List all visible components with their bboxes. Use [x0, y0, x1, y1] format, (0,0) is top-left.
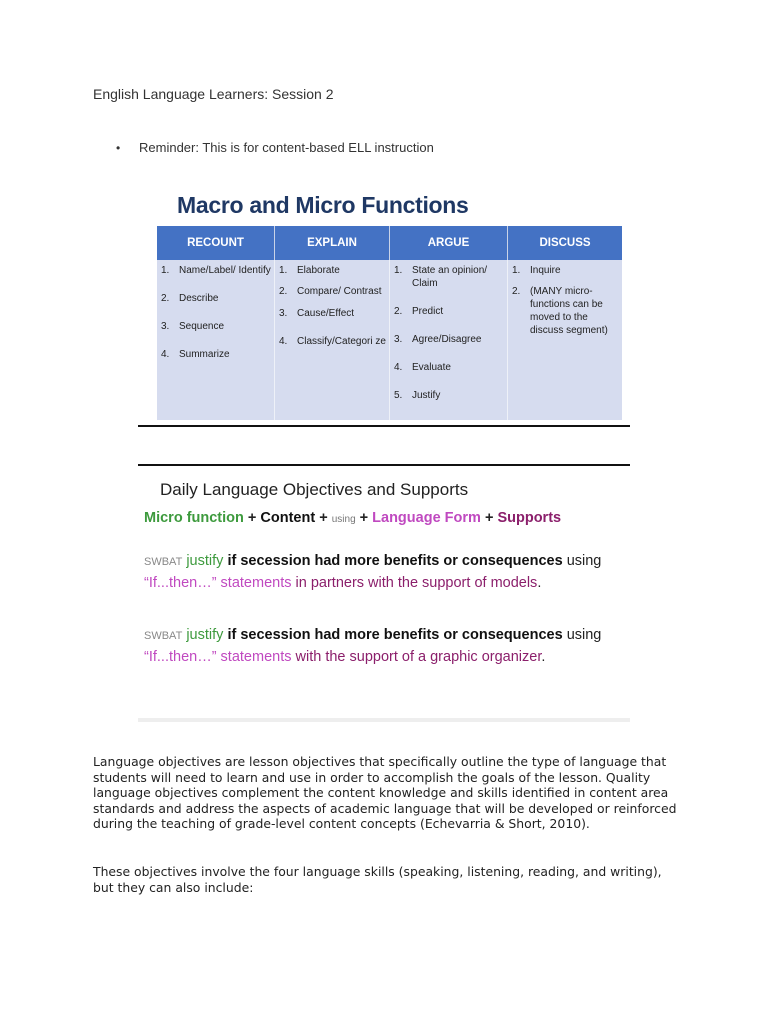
macro-micro-functions-slide [150, 168, 630, 424]
slide-title: Daily Language Objectives and Supports [160, 480, 469, 499]
list-item [279, 307, 387, 320]
slide-title: Macro and Micro Functions [177, 192, 469, 218]
objective-form: “If...then…” statements [144, 649, 292, 665]
objective-using: using [566, 627, 602, 643]
item-number: 1. [279, 265, 288, 276]
item-text: Cause/Effect [297, 308, 355, 319]
item-number: 3. [161, 321, 170, 332]
objective-end: . [537, 575, 542, 591]
item-number: 1. [394, 265, 403, 276]
column-argue [390, 260, 508, 420]
objective-content: if secession had more benefits or consequences [227, 627, 563, 643]
list-item [394, 305, 505, 318]
list-item [394, 361, 505, 374]
formula-content: Content [260, 510, 316, 526]
item-text: Elaborate [297, 265, 340, 276]
functions-table [157, 226, 622, 420]
divider-top [138, 425, 630, 427]
column-header-recount: RECOUNT [157, 226, 275, 260]
objective-example-1 [144, 551, 630, 594]
paragraph-four-skills: These objectives involve the four language skills (speaking, listening, reading, and writing), but they can also include: [93, 864, 662, 895]
objective-supports: in partners with the support of models [295, 575, 538, 591]
objective-supports: with the support of a graphic organizer [295, 649, 542, 665]
list-item [279, 285, 387, 298]
column-recount [157, 260, 275, 420]
item-text: Compare/ Contrast [297, 286, 382, 297]
item-number: 2. [161, 293, 170, 304]
list-item [512, 264, 620, 277]
swbat-label: SWBAT [144, 630, 183, 642]
item-text: Inquire [530, 265, 561, 276]
swbat-label: SWBAT [144, 556, 183, 568]
argue-list [394, 264, 505, 402]
column-header-argue: ARGUE [390, 226, 508, 260]
item-number: 5. [394, 390, 403, 401]
formula-plus: + [319, 510, 328, 526]
item-text: Evaluate [412, 362, 451, 373]
item-text: Classify/Categori ze [297, 336, 386, 347]
divider-bottom [138, 464, 630, 466]
list-item [394, 264, 505, 290]
item-number: 1. [512, 265, 521, 276]
list-item [394, 333, 505, 346]
list-item [512, 285, 620, 337]
formula-micro-function: Micro function [144, 510, 244, 526]
reminder-text: Reminder: This is for content-based ELL instruction [139, 140, 434, 155]
formula-supports: Supports [497, 510, 562, 526]
item-number: 3. [394, 334, 403, 345]
item-number: 4. [161, 349, 170, 360]
item-number: 2. [279, 286, 288, 297]
formula-using: using [331, 514, 356, 525]
item-text: Describe [179, 293, 219, 304]
column-explain [275, 260, 390, 420]
objective-example-2 [144, 625, 630, 668]
list-item [279, 335, 387, 348]
daily-objectives-slide [138, 468, 630, 722]
bullet-dot-icon: • [116, 141, 121, 155]
discuss-list [512, 264, 620, 337]
item-text: Predict [412, 306, 444, 317]
list-item [161, 264, 272, 277]
list-item [161, 292, 272, 305]
item-text: Sequence [179, 321, 225, 332]
objective-form: “If...then…” statements [144, 575, 292, 591]
table-body-row [157, 260, 622, 420]
list-item [161, 320, 272, 333]
item-number: 3. [279, 308, 288, 319]
item-number: 4. [279, 336, 288, 347]
objective-end: . [541, 649, 546, 665]
item-text: Summarize [179, 349, 230, 360]
list-item [161, 348, 272, 361]
column-header-discuss: DISCUSS [508, 226, 623, 260]
column-discuss [508, 260, 623, 420]
item-number: 1. [161, 265, 170, 276]
formula-plus: + [247, 510, 257, 526]
document-title: English Language Learners: Session 2 [93, 86, 334, 102]
item-number: 2. [512, 286, 521, 297]
formula-plus: + [359, 510, 369, 526]
recount-list [161, 264, 272, 361]
item-text: (MANY micro-functions can be moved to the discuss segment) [530, 286, 608, 336]
reminder-bullet [116, 140, 434, 155]
objective-using: using [566, 553, 602, 569]
item-text: Agree/Disagree [412, 334, 482, 345]
item-number: 4. [394, 362, 403, 373]
objective-micro: justify [186, 553, 224, 569]
paragraph-language-objectives: Language objectives are lesson objectives that specifically outline the type of language that students will need to learn and use in order to accomplish the goals of the lesson. Quality language objectives complement the content knowledge and skills identified in content area standards and address the aspects of academic language that will be developed or reinforced during the teaching of grade-level content concepts (Echevarria & Short, 2010). [93, 754, 677, 832]
list-item [394, 389, 505, 402]
formula-plus: + [484, 510, 494, 526]
list-item [279, 264, 387, 277]
objective-micro: justify [186, 627, 224, 643]
formula-language-form: Language Form [372, 510, 481, 526]
objective-content: if secession had more benefits or consequences [227, 553, 563, 569]
table-header-row [157, 226, 622, 260]
item-text: Justify [412, 390, 441, 401]
explain-list [279, 264, 387, 348]
item-text: State an opinion/ Claim [412, 265, 488, 289]
item-text: Name/Label/ Identify [179, 265, 271, 276]
column-header-explain: EXPLAIN [275, 226, 390, 260]
item-number: 2. [394, 306, 403, 317]
objective-formula [144, 510, 561, 526]
